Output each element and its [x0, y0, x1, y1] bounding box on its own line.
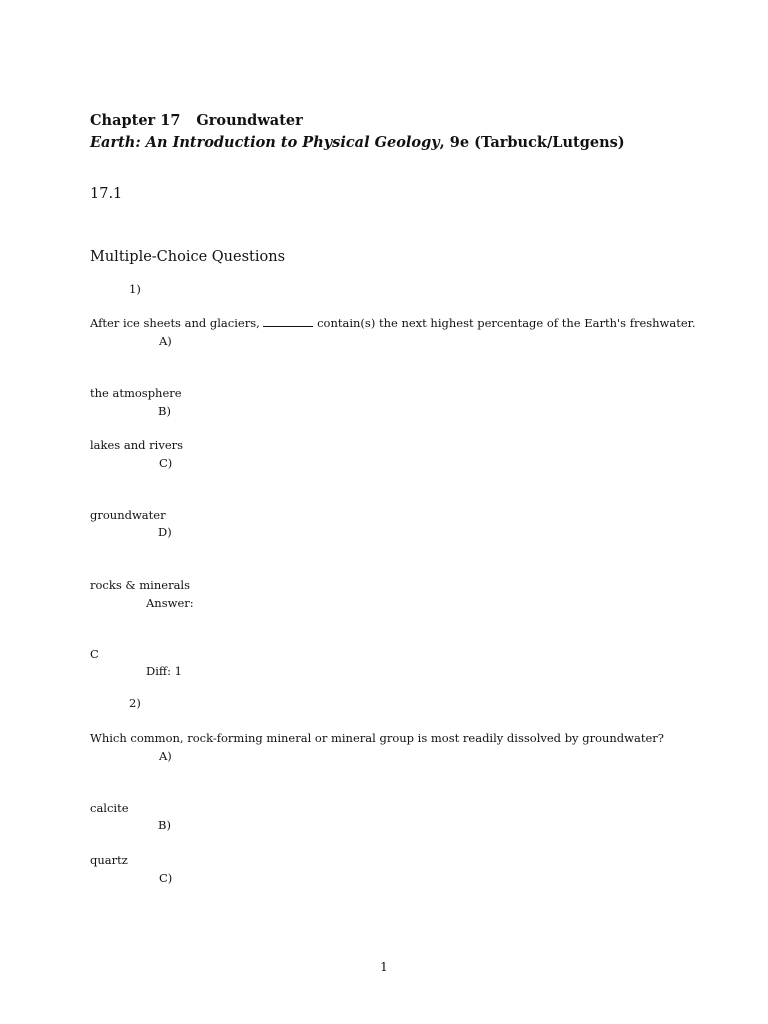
question-1-option-c-text: groundwater	[90, 508, 166, 522]
section-title: Multiple-Choice Questions	[90, 249, 286, 265]
question-2-option-a-letter: A)	[159, 749, 172, 763]
question-2-option-b-letter: B)	[158, 818, 171, 832]
book-heading	[90, 134, 625, 151]
question-1-answer-label: Answer:	[146, 596, 194, 610]
question-1-option-c-letter: C)	[159, 456, 173, 470]
question-1-difficulty: Diff: 1	[146, 664, 182, 678]
chapter-title: Groundwater	[196, 112, 303, 129]
page-number: 1	[380, 960, 388, 974]
question-1-option-a-letter: A)	[159, 334, 172, 348]
fill-in-blank	[263, 317, 313, 327]
book-edition-authors: , 9e (Tarbuck/Lutgens)	[439, 134, 625, 151]
question-2-option-c-letter: C)	[159, 871, 173, 885]
question-2-text: Which common, rock-forming mineral or mineral group is most readily dissolved by groundwater?	[90, 731, 664, 745]
section-number: 17.1	[90, 186, 123, 202]
question-1-option-d-letter: D)	[158, 525, 172, 539]
question-1-option-b-text: lakes and rivers	[90, 438, 184, 452]
question-1-number: 1)	[129, 282, 141, 296]
book-title: Earth: An Introduction to Physical Geology	[90, 134, 440, 151]
question-1-option-a-text: the atmosphere	[90, 386, 182, 400]
question-2-option-a-text: calcite	[90, 801, 129, 815]
question-1-option-b-letter: B)	[158, 404, 171, 418]
chapter-heading	[90, 112, 303, 129]
question-1-option-d-text: rocks & minerals	[90, 578, 191, 592]
question-2-number: 2)	[129, 696, 141, 710]
question-1-text: After ice sheets and glaciers, contain(s) the next highest percentage of the Earth's freshwater.	[90, 316, 696, 330]
question-2-option-b-text: quartz	[90, 853, 128, 867]
question-1-answer: C	[90, 647, 99, 661]
chapter-number: Chapter 17	[90, 112, 181, 129]
